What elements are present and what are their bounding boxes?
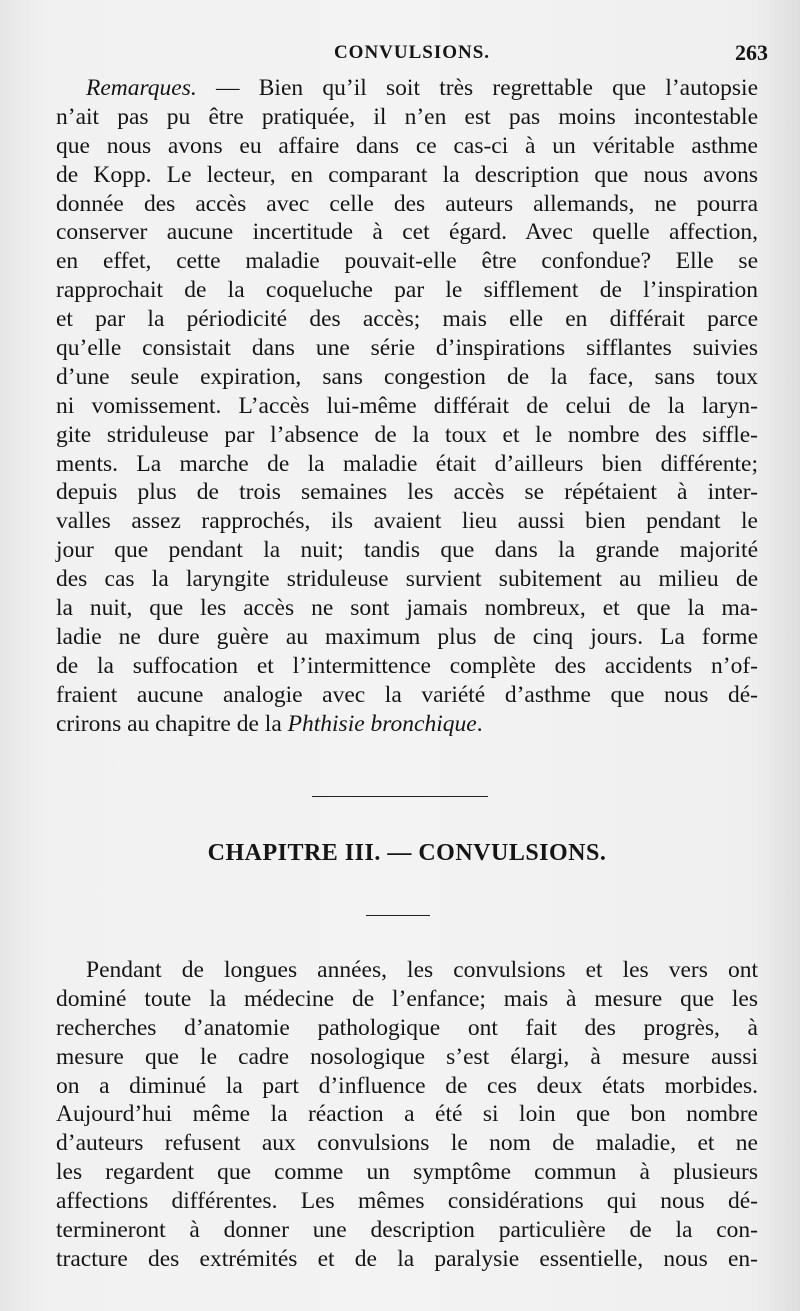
text-line: jour que pendant la nuit; tandis que dans la grande majorité bbox=[56, 537, 758, 564]
text-line: donnée des accès avec celle des auteurs allemands, ne pourra bbox=[56, 190, 758, 217]
text-line: ments. La marche de la maladie était d’ailleurs bien différente; bbox=[56, 450, 758, 477]
text-line: mesure que le cadre nosologique s’est élargi, à mesure aussi bbox=[56, 1043, 758, 1070]
text-line: Pendant de longues années, les convulsions et les vers ont bbox=[86, 957, 758, 983]
text-line: qu’elle consistait dans une série d’inspirations sifflantes suivies bbox=[56, 335, 758, 362]
text-line: ladie ne dure guère au maximum plus de cinq jours. La forme bbox=[56, 623, 758, 650]
remarks-last-line bbox=[56, 710, 758, 739]
remarks-dash: — bbox=[196, 75, 259, 101]
text-line: d’auteurs refusent aux convulsions le nom de maladie, et ne bbox=[56, 1130, 758, 1157]
section-divider-rule bbox=[312, 796, 488, 797]
remarks-first-line-text: Bien qu’il soit très regrettable que l’autopsie bbox=[258, 75, 758, 101]
book-chapter-reference: Phthisie bronchique bbox=[287, 710, 477, 737]
text-line: conserver aucune incertitude à cet égard. Avec quelle affection, bbox=[56, 219, 758, 246]
remarks-last-line-end: . bbox=[476, 710, 483, 737]
text-line: ni vomissement. L’accès lui-même différait de celui de la laryn- bbox=[56, 392, 758, 419]
text-line: affections différentes. Les mêmes considérations qui nous dé- bbox=[56, 1188, 758, 1215]
text-line: tracture des extrémités et de la paralysie essentielle, nous en- bbox=[56, 1245, 758, 1272]
text-line: de Kopp. Le lecteur, en comparant la description que nous avons bbox=[56, 161, 758, 188]
text-line: recherches d’anatomie pathologique ont fait des progrès, à bbox=[56, 1014, 758, 1041]
heading-rule bbox=[366, 915, 430, 916]
text-line: des cas la laryngite striduleuse survient subitement au milieu de bbox=[56, 566, 758, 593]
remarks-label: Remarques. bbox=[86, 75, 197, 101]
chapter-heading: CHAPITRE III. — CONVULSIONS. bbox=[207, 840, 607, 866]
text-line: que nous avons eu affaire dans ce cas-ci à un véritable asthme bbox=[56, 132, 758, 159]
running-header bbox=[56, 42, 768, 72]
text-line: depuis plus de trois semaines les accès se répétaient à inter- bbox=[56, 479, 758, 506]
text-line: on a diminué la part d’influence de ces deux états morbides. bbox=[56, 1072, 758, 1099]
text-line: fraient aucune analogie avec la variété d’asthme que nous dé- bbox=[56, 681, 758, 708]
text-line: d’une seule expiration, sans congestion de la face, sans toux bbox=[56, 363, 758, 390]
text-line: dominé toute la médecine de l’enfance; mais à mesure que les bbox=[56, 985, 758, 1012]
page-number: 263 bbox=[735, 40, 768, 65]
text-line: valles assez rapprochés, ils avaient lieu aussi bien pendant le bbox=[56, 508, 758, 535]
text-line: les regardent que comme un symptôme commun à plusieurs bbox=[56, 1159, 758, 1186]
text-line: gite striduleuse par l’absence de la toux et le nombre des siffle- bbox=[56, 421, 758, 448]
remarks-last-line-text: crirons au chapitre de la bbox=[56, 710, 288, 737]
text-line: de la suffocation et l’intermittence complète des accidents n’of- bbox=[56, 652, 758, 679]
text-line: n’ait pas pu être pratiquée, il n’en est pas moins incontestable bbox=[56, 103, 758, 130]
remarks-paragraph bbox=[56, 74, 758, 738]
text-line: en effet, cette maladie pouvait-elle être confondue? Elle se bbox=[56, 248, 758, 275]
text-line: et par la périodicité des accès; mais elle en différait parce bbox=[56, 306, 758, 333]
running-title: CONVULSIONS. bbox=[333, 42, 491, 63]
text-line: la nuit, que les accès ne sont jamais nombreux, et que la ma- bbox=[56, 595, 758, 622]
text-line: rapprochait de la coqueluche par le sifflement de l’inspiration bbox=[56, 277, 758, 304]
text-line: Aujourd’hui même la réaction a été si loin que bon nombre bbox=[56, 1101, 758, 1128]
text-line: termineront à donner une description particulière de la con- bbox=[56, 1217, 758, 1244]
remarks-first-line bbox=[56, 74, 758, 103]
intro-paragraph bbox=[56, 956, 758, 1274]
